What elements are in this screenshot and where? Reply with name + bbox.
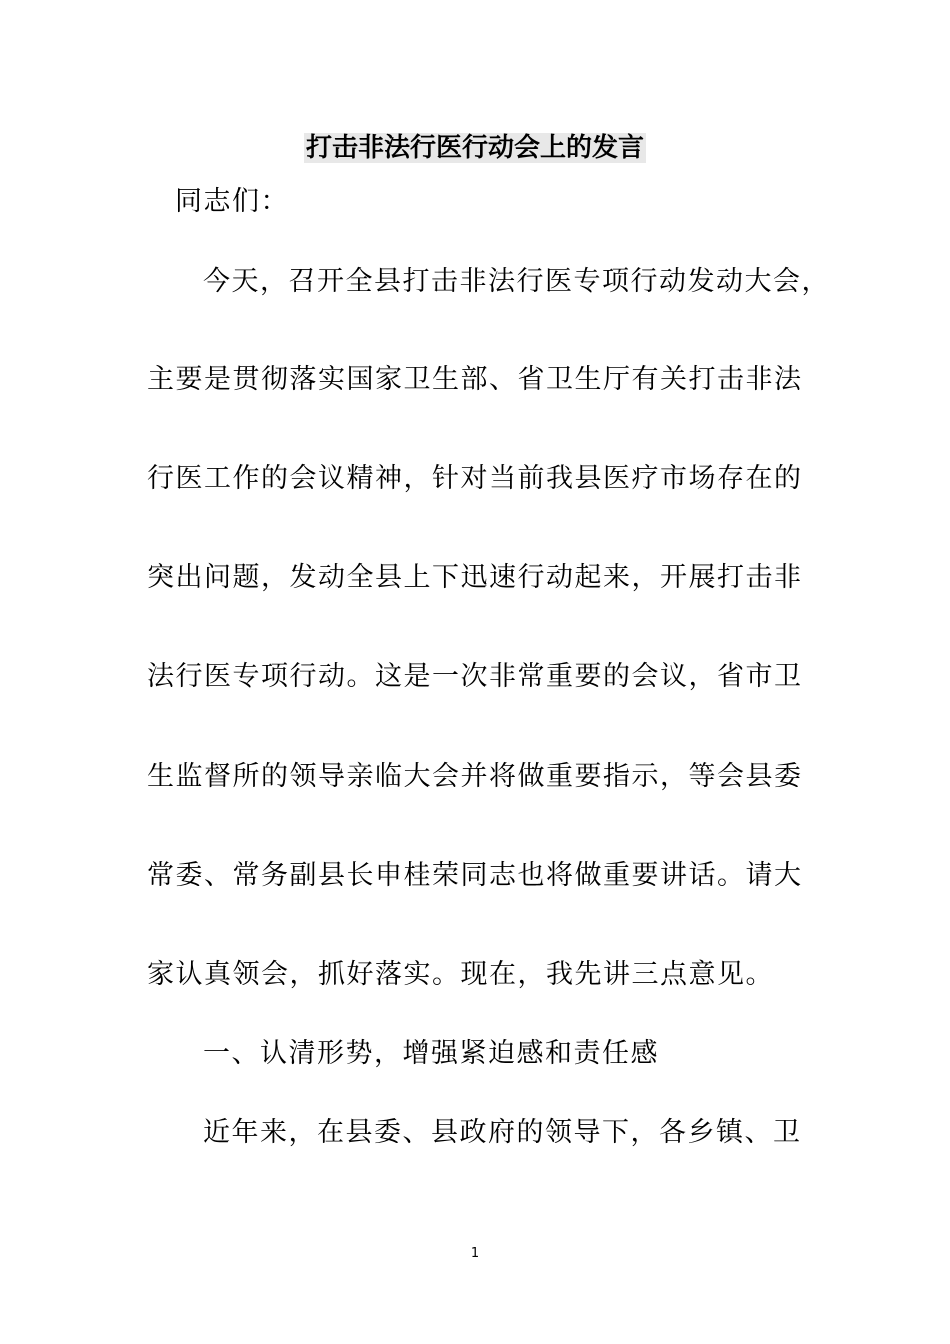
paragraph-line: 突出问题，发动全县上下迅速行动起来，开展打击非 xyxy=(147,562,803,593)
paragraph-line: 家认真领会，抓好落实。现在，我先讲三点意见。 xyxy=(147,959,774,990)
paragraph-line: 今天，召开全县打击非法行医专项行动发动大会， xyxy=(203,266,830,297)
paragraph-line: 行医工作的会议精神，针对当前我县医疗市场存在的 xyxy=(147,463,803,494)
document-title xyxy=(0,128,950,168)
document-title-text: 打击非法行医行动会上的发言 xyxy=(305,133,644,163)
paragraph-line: 常委、常务副县长申桂荣同志也将做重要讲话。请大 xyxy=(147,860,803,891)
salutation: 同志们： xyxy=(175,186,289,217)
paragraph-line: 近年来，在县委、县政府的领导下，各乡镇、卫 xyxy=(203,1117,802,1148)
paragraph-line: 法行医专项行动。这是一次非常重要的会议，省市卫 xyxy=(147,661,803,692)
paragraph-line: 生监督所的领导亲临大会并将做重要指示，等会县委 xyxy=(147,761,803,792)
section-heading: 一、认清形势，增强紧迫感和责任感 xyxy=(203,1038,659,1069)
paragraph-line: 主要是贯彻落实国家卫生部、省卫生厅有关打击非法 xyxy=(147,364,803,395)
page-number: 1 xyxy=(470,1246,480,1261)
